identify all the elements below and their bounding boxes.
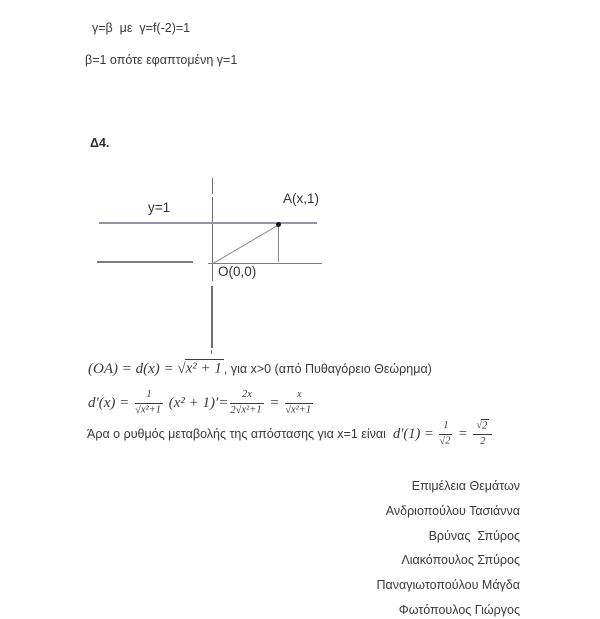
label-point-A: A(x,1) bbox=[283, 191, 320, 206]
radical-sign: √ bbox=[135, 404, 141, 416]
radicand: x²+1 bbox=[290, 404, 312, 416]
equation-line-2: β=1 οπότε εφαπτομένη γ=1 bbox=[85, 53, 238, 67]
formula2-lhs: d′(x) = bbox=[88, 394, 134, 411]
fraction-3-denominator bbox=[285, 404, 313, 417]
y-axis-segment-mid bbox=[212, 197, 214, 281]
formula2-mid: (x² + 1)′= bbox=[164, 394, 229, 411]
radicand: x²+1 bbox=[241, 404, 262, 416]
credit-name: Ανδριοπούλου Τασιάννα bbox=[385, 503, 520, 518]
equation-line-1: γ=β με γ=f(-2)=1 bbox=[92, 21, 191, 35]
fraction-1 bbox=[135, 389, 163, 416]
radical-sign: √ bbox=[476, 420, 483, 432]
coefficient: 2 bbox=[230, 404, 236, 416]
y-axis-tip bbox=[211, 350, 213, 354]
y-equals-1-line bbox=[99, 222, 317, 224]
fraction-1-numerator: 1 bbox=[135, 389, 163, 403]
radical-sign: √ bbox=[285, 404, 291, 416]
fraction-2 bbox=[230, 389, 263, 416]
formula-OA-distance bbox=[88, 358, 432, 380]
credits-title: Επιμέλεια Θεμάτων bbox=[411, 479, 520, 493]
fraction-5-numerator bbox=[473, 420, 492, 434]
credit-name: Λιακόπουλος Σπύρος bbox=[401, 553, 520, 568]
formula1-tail: , για x>0 (από Πυθαγόρειο Θεώρημα) bbox=[223, 362, 432, 376]
credit-name: Παναγιωτοπούλου Μάγδα bbox=[376, 578, 520, 593]
formula3-equals: = bbox=[454, 425, 472, 442]
formula-derivative bbox=[88, 390, 315, 416]
credit-name: Βρύνας Σπύρος bbox=[428, 528, 520, 543]
radicand: 2 bbox=[482, 420, 488, 432]
segment-OA bbox=[212, 224, 278, 264]
formula3-lhs: d′(1) = bbox=[389, 425, 438, 442]
point-A-dot bbox=[276, 222, 281, 227]
fraction-3-numerator: x bbox=[285, 389, 313, 403]
conclusion-text: Άρα ο ρυθμός μεταβολής της απόστασης για x=1 είναι bbox=[87, 427, 390, 441]
formula2-equals: = bbox=[265, 394, 284, 411]
credit-name: Φωτόπουλος Γιώργος bbox=[398, 602, 520, 617]
fraction-5-denominator: 2 bbox=[480, 435, 486, 447]
fraction-4-numerator: 1 bbox=[439, 420, 452, 434]
y-axis-segment-bottom bbox=[211, 286, 213, 348]
fraction-4 bbox=[439, 420, 452, 447]
radical-sign: √ bbox=[235, 404, 242, 416]
radical-sign: √ bbox=[177, 360, 186, 377]
fraction-1-denominator bbox=[135, 404, 163, 417]
formula1-lhs: (OA) = d(x) = bbox=[88, 360, 178, 377]
radicand: x²+1 bbox=[140, 404, 161, 416]
radicand: 2 bbox=[445, 435, 451, 447]
fraction-3 bbox=[285, 389, 313, 416]
x-axis-left-segment bbox=[97, 261, 193, 263]
perpendicular-from-A bbox=[278, 224, 279, 262]
formula-conclusion bbox=[87, 422, 494, 446]
section-heading: Δ4. bbox=[90, 136, 110, 150]
radical-sign: √ bbox=[439, 435, 446, 447]
credits-list bbox=[376, 474, 520, 619]
fraction-5 bbox=[473, 420, 492, 447]
fraction-4-denominator bbox=[439, 435, 452, 448]
label-origin: O(0,0) bbox=[218, 264, 257, 279]
fraction-2-denominator bbox=[230, 404, 263, 417]
fraction-2-numerator: 2x bbox=[230, 389, 263, 403]
radicand: x² + 1 bbox=[185, 360, 222, 377]
sqrt-expression bbox=[177, 361, 224, 378]
y-axis-segment-top bbox=[212, 178, 214, 194]
label-y-equals-1: y=1 bbox=[148, 200, 171, 215]
